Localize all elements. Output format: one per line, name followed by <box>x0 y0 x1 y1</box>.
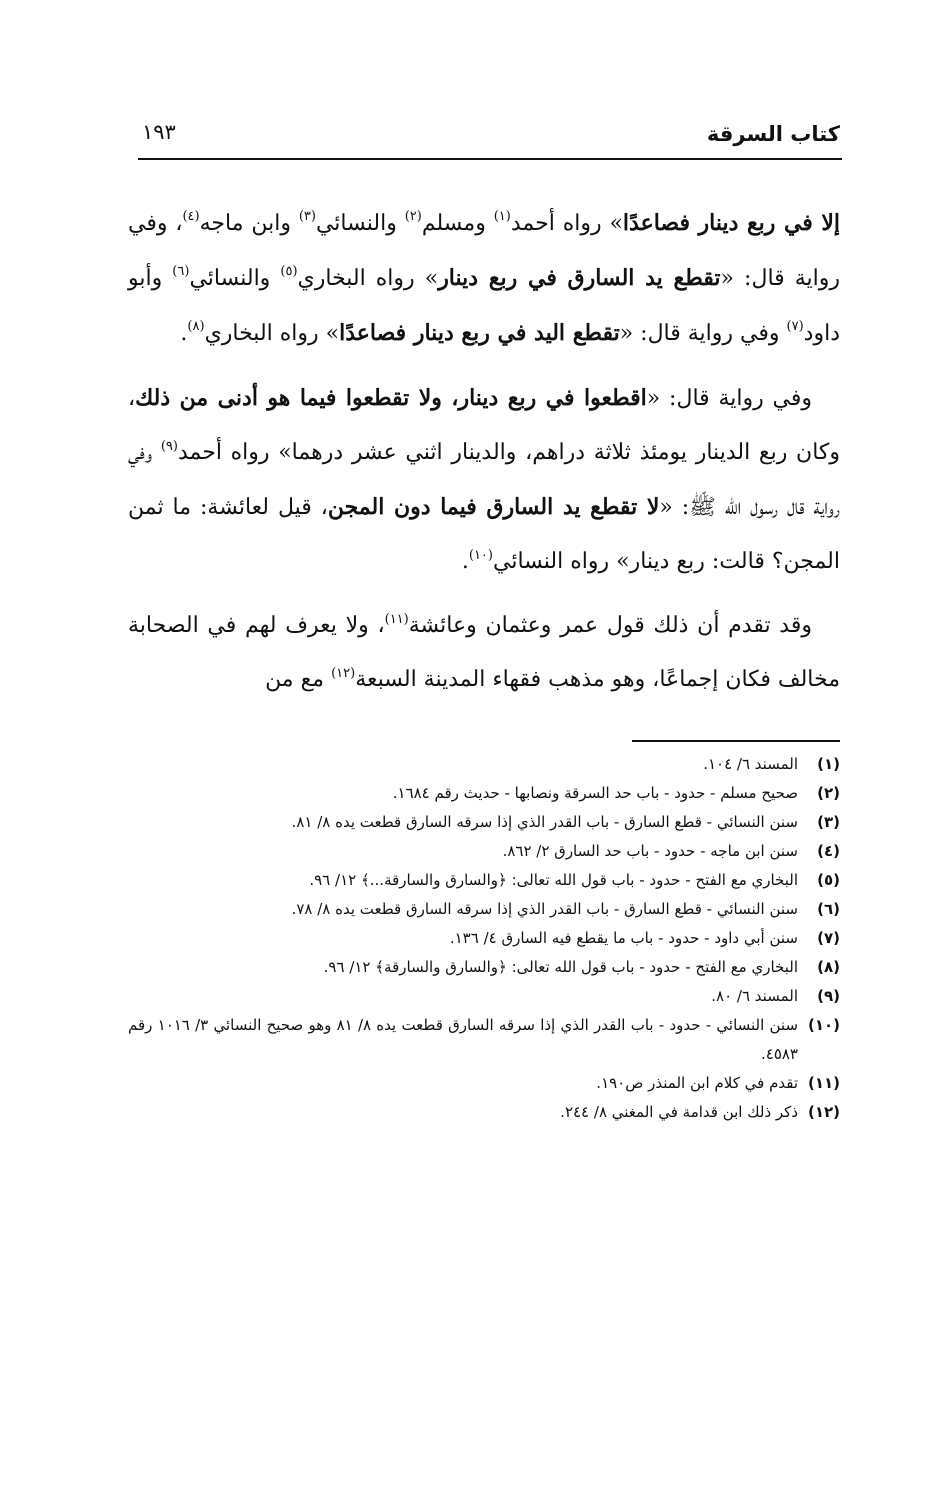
hadith-quote: إلا في ربع دينار فصاعدًا <box>622 210 841 236</box>
footnote-item <box>128 779 840 808</box>
text-run: » رواه البخاري <box>297 266 439 291</box>
paragraph-2 <box>128 371 840 589</box>
footnote-number: (٧) <box>817 929 840 947</box>
page-number: ١٩٣ <box>142 120 176 144</box>
text-run: والنسائي <box>189 266 281 291</box>
footnote-ref[interactable]: (٨) <box>187 319 205 334</box>
footnote-item <box>128 1069 840 1098</box>
text-run: ، وفي رواية قال: « <box>128 211 841 291</box>
footnote-text: البخاري مع الفتح - حدود - باب قول الله تعالى: ﴿والسارق والسارقة﴾ ١٢/ ٩٦. <box>323 958 798 976</box>
footnote-item <box>128 924 840 953</box>
footnote-number: (٨) <box>817 958 840 976</box>
text-run: . <box>180 321 188 346</box>
footnote-item <box>128 953 840 982</box>
footnote-text: سنن أبي داود - حدود - باب ما يقطع فيه السارق ٤/ ١٣٦. <box>449 929 798 947</box>
paragraph-1 <box>128 196 840 361</box>
page-header <box>140 118 840 158</box>
footnote-number: (١٠) <box>807 1016 840 1034</box>
text-run: . <box>461 549 469 574</box>
paragraph-3 <box>128 599 840 707</box>
text-run: ، قيل لعائشة: ما ثمن المجن؟ قالت: ربع دينار» رواه النسائي <box>128 495 840 574</box>
text-run: وفي رواية قال رسول الله ﷺ: « <box>128 440 840 520</box>
footnote-item <box>128 750 840 779</box>
text-run: وفي رواية قال: « <box>619 321 787 346</box>
footnote-ref[interactable]: (٧) <box>786 319 804 334</box>
footnote-ref[interactable]: (١١) <box>384 612 409 627</box>
footnotes-list <box>128 750 840 1127</box>
footnote-item <box>128 895 840 924</box>
text-run: ، ولا يعرف لهم في الصحابة مخالف فكان إجماعًا، وهو مذهب فقهاء المدينة السبعة <box>128 613 840 692</box>
footnote-item <box>128 837 840 866</box>
text-run: مع من <box>265 667 332 692</box>
footnote-number: (٥) <box>817 871 840 889</box>
footnote-number: (٣) <box>817 813 840 831</box>
text-run: وفي رواية قال: « <box>646 386 813 411</box>
text-run: » رواه أحمد <box>510 211 623 236</box>
footnote-number: (١) <box>817 755 840 773</box>
footnote-number: (٢) <box>817 784 840 802</box>
hadith-quote: لا تقطع يد السارق فيما دون المجن <box>327 494 660 520</box>
footnote-text: تقدم في كلام ابن المنذر ص١٩٠. <box>596 1074 798 1092</box>
footnote-ref[interactable]: (٤) <box>182 209 200 224</box>
footnote-text: صحيح مسلم - حدود - باب حد السرقة ونصابها - حديث رقم ١٦٨٤. <box>392 784 798 802</box>
footnote-text: سنن النسائي - حدود - باب القدر الذي إذا سرقه السارق قطعت يده ٨/ ٨١ وهو صحيح النسائي ٣/ ١٠١٦ رقم ٤٥٨٣. <box>128 1016 799 1063</box>
footnote-ref[interactable]: (٣) <box>298 209 316 224</box>
footnote-number: (٦) <box>817 900 840 918</box>
footnote-text: سنن ابن ماجه - حدود - باب حد السارق ٢/ ٨٦٢. <box>502 842 798 860</box>
main-text <box>128 196 840 707</box>
footnote-number: (٤) <box>817 842 840 860</box>
footnote-ref[interactable]: (٢) <box>404 209 422 224</box>
hadith-quote: اقطعوا في ربع دينار، ولا تقطعوا فيما هو أدنى من ذلك <box>135 385 647 411</box>
text-run: » رواه البخاري <box>204 321 340 346</box>
footnote-text: المسند ٦/ ١٠٤. <box>703 755 798 773</box>
text-run: وابن ماجه <box>199 211 299 236</box>
hadith-quote: تقطع اليد في ربع دينار فصاعدًا <box>339 320 620 346</box>
footnote-text: البخاري مع الفتح - حدود - باب قول الله تعالى: ﴿والسارق والسارقة...﴾ ١٢/ ٩٦. <box>309 871 798 889</box>
footnote-ref[interactable]: (٥) <box>280 264 298 279</box>
text-run: ، وكان ربع الدينار يومئذ ثلاثة دراهم، والدينار اثني عشر درهما» رواه أحمد <box>128 386 841 465</box>
footnote-item <box>128 1011 840 1069</box>
footnote-text: سنن النسائي - قطع السارق - باب القدر الذي إذا سرقه السارق قطعت يده ٨/ ٨١. <box>291 813 798 831</box>
footnote-ref[interactable]: (١) <box>493 209 511 224</box>
footnote-ref[interactable]: (١٢) <box>331 666 356 681</box>
footnote-item <box>128 1098 840 1127</box>
footnote-text: المسند ٦/ ٨٠. <box>711 987 798 1005</box>
footnote-number: (١١) <box>807 1074 840 1092</box>
text-run: والنسائي <box>315 211 405 236</box>
footnote-item <box>128 982 840 1011</box>
text-run: وأبو داود <box>128 266 840 346</box>
footnote-item <box>128 866 840 895</box>
text-run: ومسلم <box>421 211 494 236</box>
footnote-item <box>128 808 840 837</box>
header-rule <box>138 158 842 160</box>
footnote-ref[interactable]: (٩) <box>160 439 178 454</box>
footnote-number: (٩) <box>817 987 840 1005</box>
footnote-text: ذكر ذلك ابن قدامة في المغني ٨/ ٢٤٤. <box>560 1103 798 1121</box>
text-run: وقد تقدم أن ذلك قول عمر وعثمان وعائشة <box>408 613 812 638</box>
footnote-text: سنن النسائي - قطع السارق - باب القدر الذي إذا سرقه السارق قطعت يده ٨/ ٧٨. <box>291 900 798 918</box>
footnote-separator <box>632 740 840 742</box>
running-title: كتاب السرقة <box>706 122 840 146</box>
footnote-ref[interactable]: (١٠) <box>468 548 493 563</box>
footnote-number: (١٢) <box>807 1103 840 1121</box>
footnote-ref[interactable]: (٦) <box>172 264 190 279</box>
hadith-quote: تقطع يد السارق في ربع دينار <box>438 265 721 291</box>
